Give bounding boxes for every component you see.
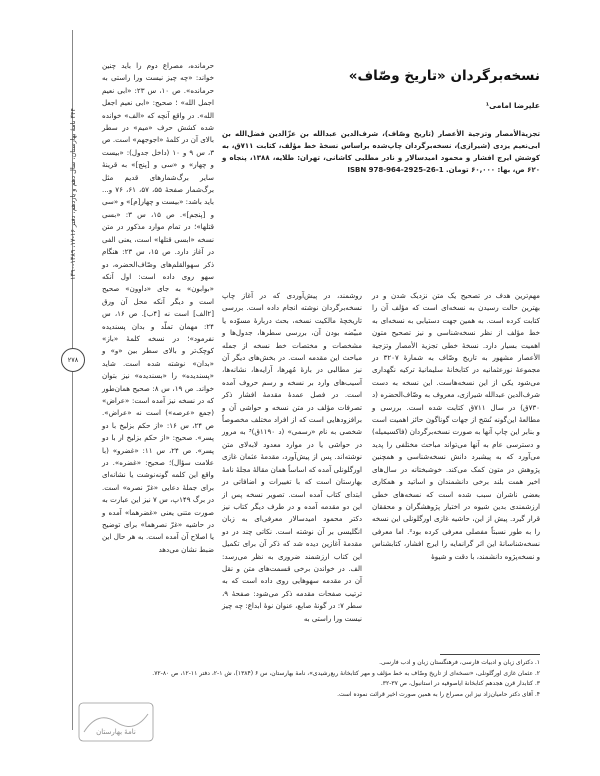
column-left-text: حرمانده، مصراع دوم را باید چنین خواند: «چه چیز نیست ورا راستی به حرمانده». ص ۱۰، س ۲۳: «ابی نعیم اجمل الله» ؛ صحیح: «ابی نعیم اجعل الله». در واقع آنچه که «الف» خوانده شده کشش حرف «میم» در سطر بالای آن در کلمهٔ «اجوجهم» است. ص ۳، س ۹ و ۱۰ (داخل جدول): «بیست و چهار» و «سی و [پنج]» به قرینهٔ سایر برگ‌شمارهای قدیم مثل برگ‌شمار صفحهٔ ۵۵، ۵۷، ۶۱، ۷۶ و... باید باشد: «بیست و چهار[م]» و «سی و [پنجم]». ص ۱۵، س ۳: «بسی قتلها»؛ در تمام موارد مذکور در متن نسخه «ابسی قتلها» است، یعنی الفی در آغاز دارد. ص ۱۵، س ۲۳: هنگام ذکر سهوالقلم‌های وصّاف‌الحضره، دو سهو روی داده است: اول آنکه «بوابون» به جای «داوون» صحیح است و دیگر آنکه محل آن ورق [۲الف] است نه [۴ب]. ص ۱۶، س ۲۴: مهمان تملّد و بدان پسندیده نفرمود»؛ در نسخه کلمهٔ «باز» کوچک‌تر و بالای سطر بین «و» و «بدان» نوشته شده است. شاید «پسندیده» را «بسندیده» نیز بتوان خواند. ص ۱۹، س ۸: صحیح همان‌طور که در نسخه نیز آمده است: «عراض» (جمع «عرصه») است نه «عراض». ص ۲۴، س ۱۶: «از حکم بزلیخ با دو پسر». صحیح: «از حکم بزلیخ ار با دو پسر». ص ۲۴، س ۱۱: «غضرو» (با علامت سؤال)؛ صحیح: «غضره». در واقع این کلمه گونه‌نوشت یا نشانه‌ای برای جملهٔ دعایی «غرّ نصره» است. در برگ ۱۴۹پ، س ۷ نیز این عبارت به صورت متنی یعنی «غضرهما» آمده و در حاشیه «غرّ نصرهما» برای توضیح یا اصلاح آن آمده است. به هر حال این ضبط نشان می‌دهد [102, 61, 215, 554]
page-sidebar [58, 30, 86, 730]
footnote: ۳. کتابدار قرن هجدهم کتابخانهٔ ایاصوفیه در استانبول، ص ۳۷-۳۲. [380, 680, 540, 687]
footnote: ۲. عثمان غازی اورگلونلی، «نسخه‌ای از تاریخ وصّاف به خط مؤلف و مهر کتابخانهٔ ربع‌رشیدی»، نامهٔ بهارستان، س ۶ (۱۳۸۴)، ش ۱-۲، دفتر ۱۱-۱۲، ص ۸۰-۷۲. [152, 669, 540, 677]
footnote: ۱. دکترای زبان و ادبیات فارسی، فرهنگستان زبان و ادب فارسی. [379, 659, 540, 666]
text-column-right [372, 290, 540, 563]
footnote: ۴. آقای دکتر حامیان‌زاد نیز این مصراع را به همین صورت اخیر قرائت نموده است. [337, 690, 540, 698]
footnotes [102, 658, 540, 700]
text-column-middle [222, 290, 362, 625]
page-number-badge: ۲۷۸ [61, 348, 85, 372]
column-right-text: مهم‌ترین هدف در تصحیح یک متن نزدیک شدن و در بهترین حالت رسیدن به نسخه‌ای است که مؤلف آن را کتابت کرده است. به همین جهت دستیابی به نسخه‌ای به خط مؤلف از نظر نسخه‌شناسی و نیز تصحیح متون اهمیت بسیار دارد. نسخهٔ خطی تجزیة الأمصار وتزجیة الأعصار مشهور به تاریخ وصّاف به شمارهٔ ۳۲۰۷ در مجموعهٔ نورعثمانیه در کتابخانهٔ سلیمانیهٔ ترکیه نگهداری می‌شود یکی از این نسخه‌هاست. این نسخه به دست شرف‌الدین عبدالله شیرازی، معروف به وصّاف‌الحضره (د ۷۳۰ق) در سال ۷۱۱ق کتابت شده است. بررسی و مطالعهٔ این‌گونه نُسَخ از جهات گوناگون حائز اهمیت است و بنابر این چاپ آنها به صورت نسخه‌برگردان (فاکسیمیله) و دسترسی عام به آنها می‌تواند مباحث مختلفی را پدید می‌آورد که به پیشبرد دانش نسخه‌شناسی و همچنین پژوهش در متون کمک می‌کند. خوشبختانه در سال‌های اخیر همت بلند برخی دانشمندان و اساتید و همکاری بعضی ناشران سبب شده است که نسخه‌های خطی ارزشمندی بدین شیوه در اختیار پژوهشگران و محققان قرار گیرد. پیش از این، حاشیه غازی اورگلونلی این نسخه را به طور نسبتاً مفصلی معرفی کرده بود². اما معرفی نسخه‌شناسانهٔ این اثر گرانمایه را ایرج افشار، کتابشناس و نسخه‌پژوه دانشمند، با دقت و شیوهٔ [372, 291, 540, 561]
running-head: ۳۴۴ نامهٔ بهارستان، سال دهم و یازدهم، دفتر ۱۶-۱۷، ۱۳۸۹-۱۳۹۰ [69, 108, 77, 280]
logo-text: نامهٔ بهارستان [96, 728, 136, 736]
column-middle-text: روشمند، در پیش‌آوردی که در آغاز چاپ نسخه‌برگردان نوشته انجام داده است. بررسی تاریخچهٔ مالکیت نسخه، بحث دربارهٔ مسوّده یا مبیّضه بودن آن، بررسی سطرها، جدول‌ها و مشخصات و مختصات خط نسخه از جمله مباحث این مقدمه است. در بخش‌های دیگر آن نیز مطالبی در بارهٔ مُهرها، آرایه‌ها، نشانه‌ها، آسیب‌های وارد بر نسخه و رسم حروف آمده است. در فصل عمدهٔ مقدمهٔ افشار ذکر تصرفات مؤلف در متن نسخه و حواشی آن و برافزودهایی است که از افراد مختلف مخصوصاً شخصی به نام «رسمی» (د ۱۱۹۰ق)³ به مرور در حواشی یا در موارد معدود لابه‌لای متن نوشته‌اند. پس از پیش‌آورد، مقدمهٔ عثمان غازی اورگلونلی آمده که اساساً همان مقالهٔ مجلهٔ نامهٔ بهارستان است که با تغییرات و اضافاتی در ابتدای کتاب آمده است. تصویر نسخه پس از این دو مقدمه آمده و در طرف دیگر کتاب نیز دکتر محمود امیدسالار معرفی‌ای به زبان انگلیسی بر آن نوشته است. نکاتی چند در دو مقدمهٔ آغازین دیده شد که ذکر آن برای تکمیل این کتاب ارزشمند ضروری به نظر می‌رسد: الف. در خواندن برخی قسمت‌های متن و نقل آن در مقدمه سهوهایی روی داده است که به ترتیب صفحات مقدمه ذکر می‌شود: صفحهٔ ۹، سطر ۷: در گونهٔ صابع، عنوان نوهٔ ابداع: چه چیز نیست ورا راستی به [222, 291, 362, 623]
book-reference: تجزیة‌الأمصار وتزجیة الأعصار (تاریخ وصّاف)، شرف‌الدین عبدالله بن عزّالدین فضل‌الله بن ابی‌نعیم یزدی (شیرازی)، نسخه‌برگردان چاپ‌شده براساس نسخهٔ خط مؤلف، کتابت ۷۱۱ق، به کوشش ایرج افشار و محمود امیدسالار و نادر مطلبی کاشانی، تهران: طلایه، ۱۳۸۸، پنجاه و ۶۲۰ ص، بها: ۶۰,۰۰۰ تومان. ISBN 978-964-2925-26-1 [222, 130, 541, 174]
footnote-separator [440, 654, 540, 655]
article-author: علیرضا امامی¹ [485, 101, 540, 110]
journal-logo [78, 702, 154, 742]
text-column-left [102, 60, 214, 556]
article-title: نسخه‌برگردان «تاریخ وصّاف» [348, 68, 540, 84]
